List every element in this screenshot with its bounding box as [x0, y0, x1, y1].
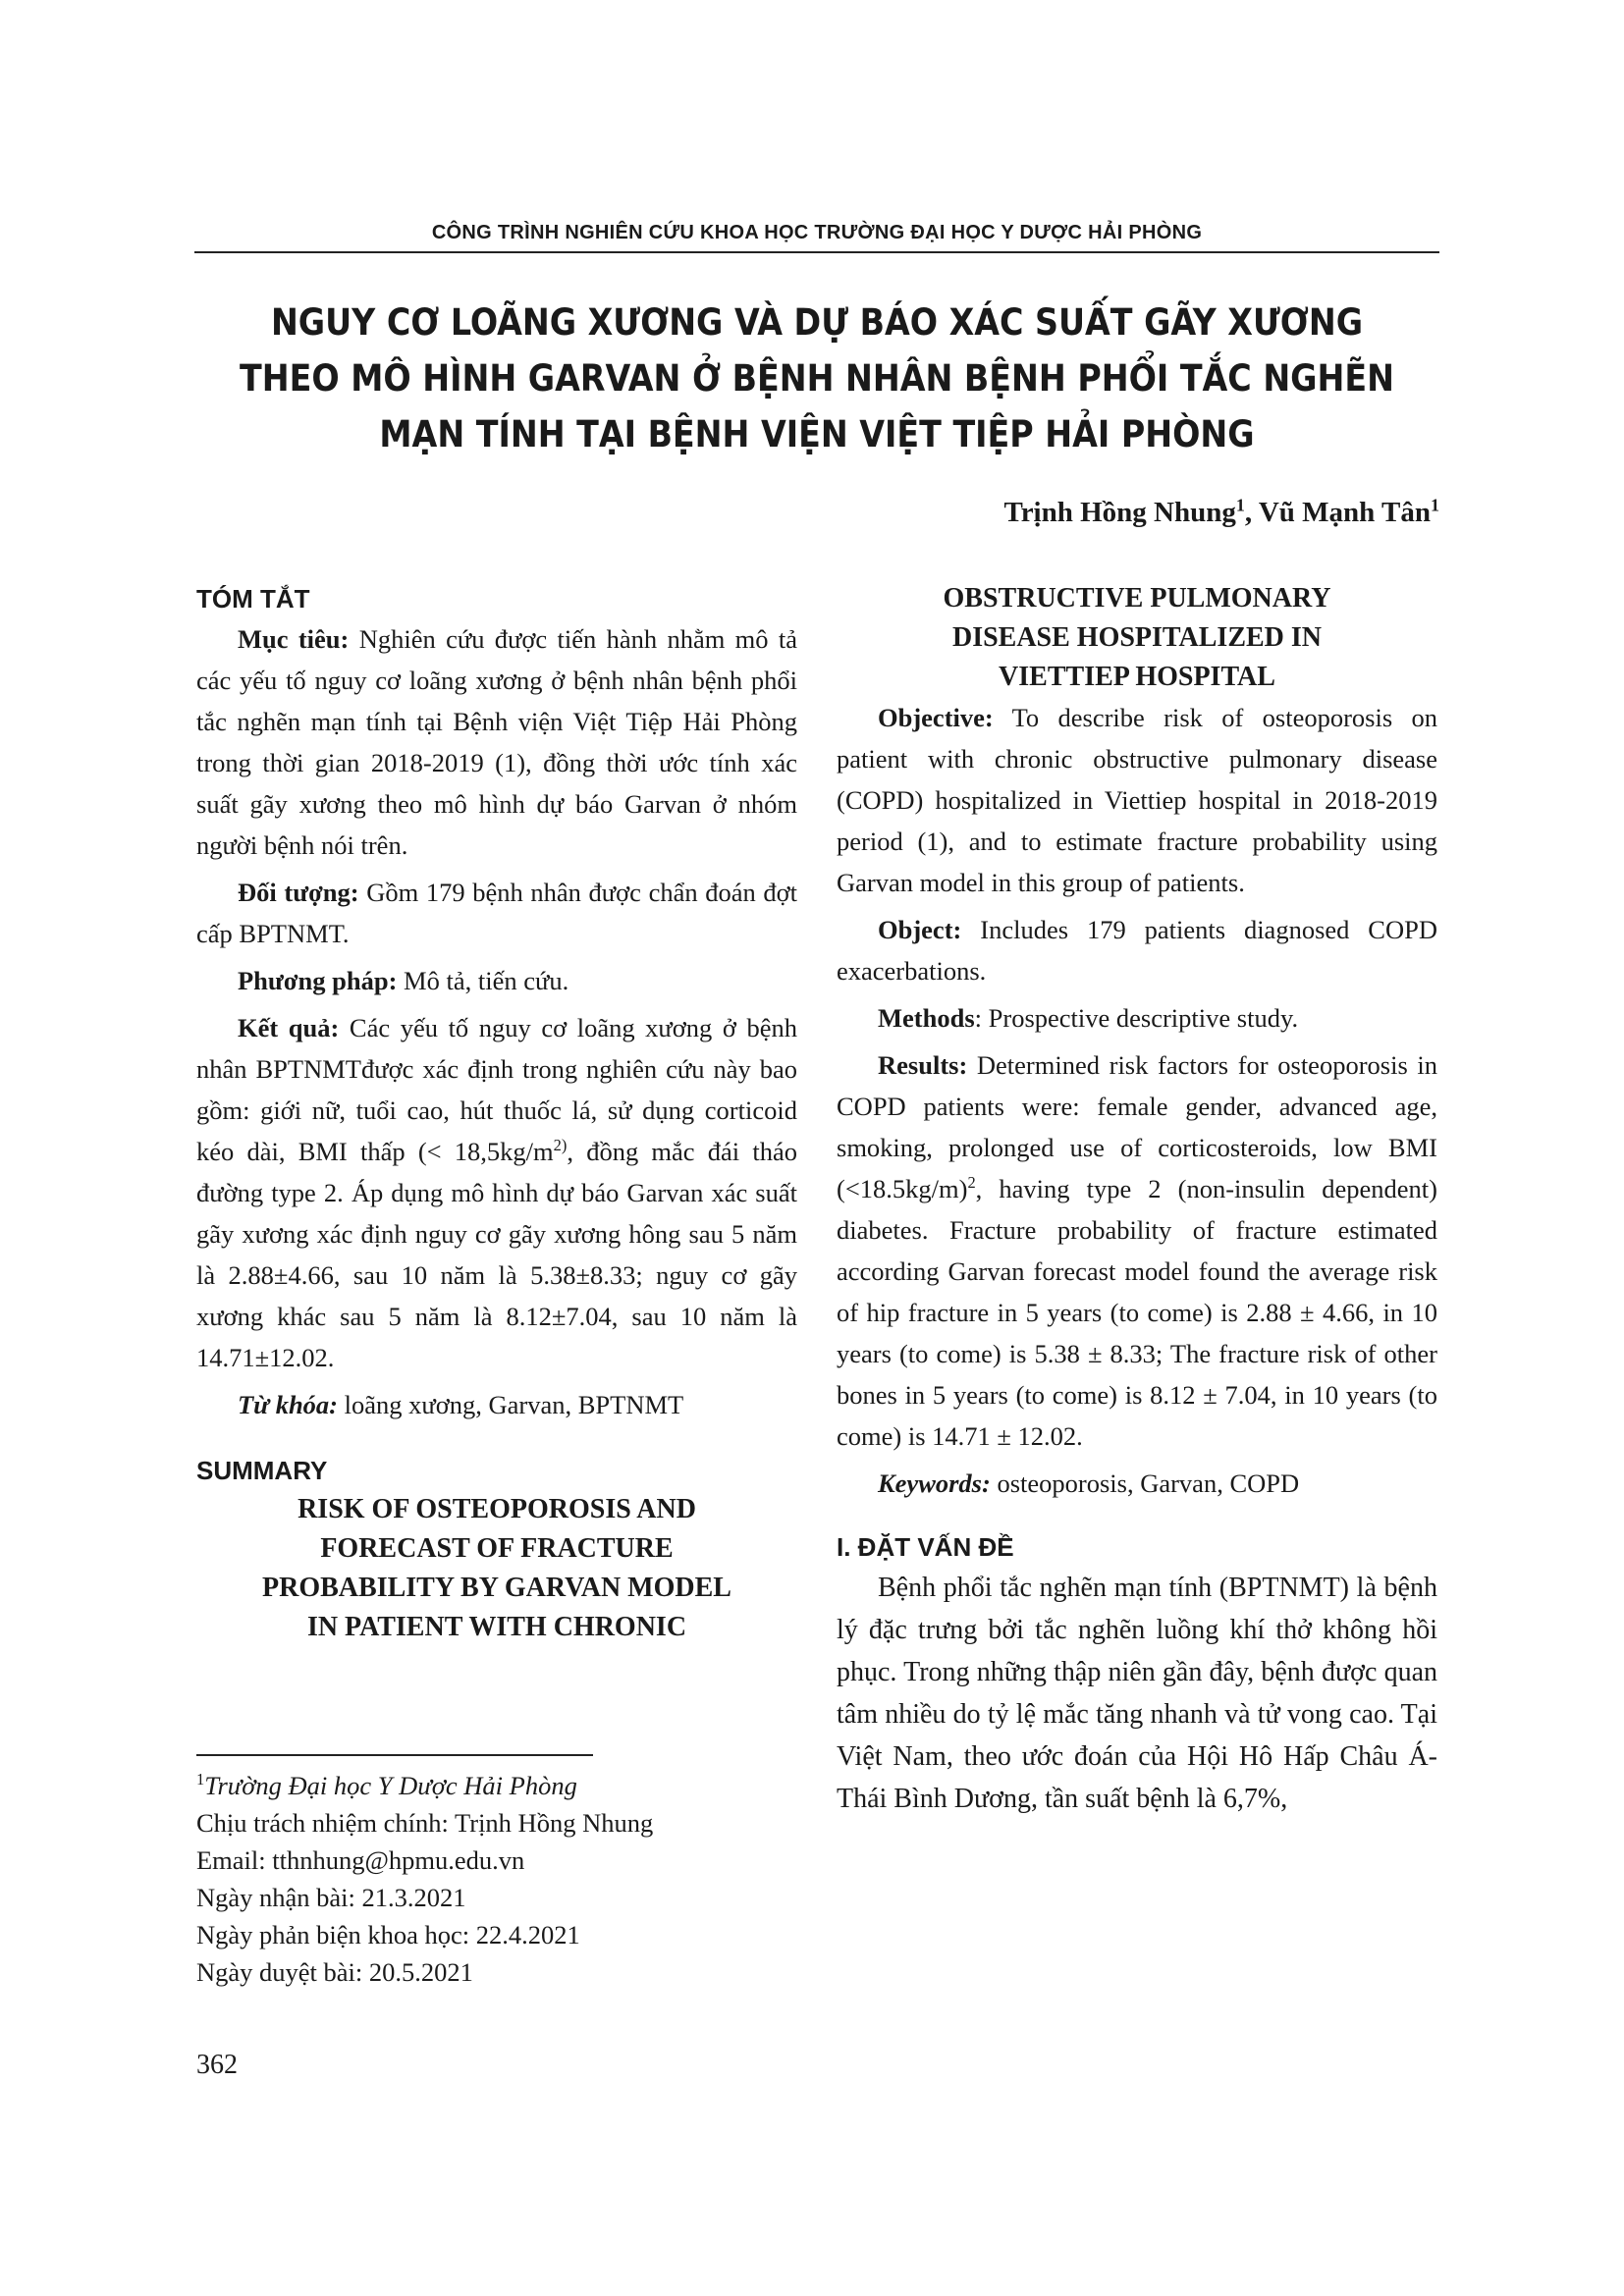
abstract-vi-objective	[196, 618, 797, 866]
text: Nghiên cứu được tiến hành nhằm mô tả các yếu tố nguy cơ loãng xương ở bệnh nhân bệnh phổi tắc nghẽn mạn tính tại Bệnh viện Việt Tiệp Hải Phòng trong thời gian 2018-2019 (1), đồng thời ước tính xác suất gãy xương theo mô hình dự báo Garvan ở nhóm người bệnh nói trên.	[196, 624, 797, 860]
label: Từ khóa:	[238, 1390, 339, 1419]
abstract-vi-results	[196, 1007, 797, 1378]
footnote-received: Ngày nhận bài: 21.3.2021	[196, 1883, 466, 1912]
abstract-en-keywords	[837, 1463, 1437, 1504]
text: , đồng mắc đái tháo đường type 2. Áp dụng mô hình dự báo Garvan xác suất gãy xương xác định nguy cơ gãy xương hông sau 5 năm là 2.88±4.66, sau 10 năm là 5.38±8.33; nguy cơ gãy xương khác sau 5 năm là 8.12±7.04, sau 10 năm là 14.71±12.02.	[196, 1137, 797, 1372]
en-title-line: PROBABILITY BY GARVAN MODEL	[262, 1573, 731, 1603]
abstract-en-results	[837, 1044, 1437, 1457]
abstract-vi-subjects	[196, 872, 797, 954]
label: Results:	[878, 1050, 968, 1080]
label: Objective:	[878, 703, 994, 732]
title-line: THEO MÔ HÌNH GARVAN Ở BỆNH NHÂN BỆNH PHỔI TẮC NGHẼN	[240, 357, 1394, 400]
en-title-line: DISEASE HOSPITALIZED IN	[951, 622, 1323, 653]
label: Object:	[878, 915, 962, 944]
superscript: 2)	[553, 1136, 568, 1155]
footnote-corresponding: Chịu trách nhiệm chính: Trịnh Hồng Nhung	[196, 1808, 654, 1838]
header-rule	[194, 251, 1439, 253]
label: Methods	[878, 1003, 975, 1033]
abstract-vi-keywords	[196, 1384, 797, 1425]
text: : Prospective descriptive study.	[974, 1003, 1299, 1033]
author-name: Trịnh Hồng Nhung	[1003, 497, 1236, 528]
text: osteoporosis, Garvan, COPD	[990, 1468, 1300, 1498]
en-title-line: OBSTRUCTIVE PULMONARY	[943, 583, 1331, 614]
text: Gồm 179 bệnh nhân được chẩn đoán đợt cấp BPTNMT.	[196, 878, 798, 948]
footnote-accepted: Ngày duyệt bài: 20.5.2021	[196, 1957, 473, 1987]
title-line: NGUY CƠ LOÃNG XƯƠNG VÀ DỰ BÁO XÁC SUẤT GÃY XƯƠNG	[270, 301, 1364, 344]
text: , having type 2 (non-insulin dependent) diabetes. Fracture probability of fracture estimated according Garvan forecast model found the average risk of hip fracture in 5 years (to come) is 2.88 ± 4.66, in 10 years (to come) is 5.38 ± 8.33; The fracture risk of other bones in 5 years (to come) is 8.12 ± 7.04, in 10 years (to come) is 14.71 ± 12.02.	[837, 1174, 1437, 1451]
abstract-vi-methods	[196, 960, 797, 1001]
footnote-affiliation	[196, 1767, 797, 1804]
abstract-en-heading: SUMMARY	[196, 1456, 328, 1485]
label: Mục tiêu:	[238, 624, 350, 654]
intro-heading: I. ĐẶT VẤN ĐỀ	[837, 1532, 1014, 1562]
abstract-vi-heading: TÓM TẮT	[196, 584, 310, 614]
en-title-line: IN PATIENT WITH CHRONIC	[306, 1612, 687, 1642]
footnote-rule	[196, 1754, 593, 1756]
author-name: Vũ Mạnh Tân	[1258, 497, 1432, 528]
text: Includes 179 patients diagnosed COPD exacerbations.	[837, 915, 1437, 986]
footnote-email: Email: tthnhung@hpmu.edu.vn	[196, 1845, 525, 1875]
abstract-en-object	[837, 909, 1437, 991]
right-column	[837, 579, 1437, 1820]
affiliation-mark: 1	[196, 1770, 205, 1789]
paper-title	[194, 294, 1439, 462]
text: Determined risk factors for osteoporosis in COPD patients were: female gender, advanced age, smoking, prolonged use of corticosteroids, low BMI (<18.5kg/m)	[837, 1050, 1437, 1203]
abstract-en-methods	[837, 997, 1437, 1039]
author-separator: ,	[1244, 497, 1259, 528]
text: Các yếu tố nguy cơ loãng xương ở bệnh nhân BPTNMTđược xác định trong nghiên cứu này bao gồm: giới nữ, tuổi cao, hút thuốc lá, sử dụng corticoid kéo dài, BMI thấp (< 18,5kg/m	[196, 1013, 797, 1166]
footnotes	[196, 1767, 797, 1991]
abstract-en-objective	[837, 697, 1437, 903]
label: Kết quả:	[238, 1013, 340, 1042]
text: loãng xương, Garvan, BPTNMT	[338, 1390, 684, 1419]
text: Mô tả, tiến cứu.	[397, 966, 569, 995]
running-header: CÔNG TRÌNH NGHIÊN CỨU KHOA HỌC TRƯỜNG ĐẠI HỌC Y DƯỢC HẢI PHÒNG	[431, 222, 1203, 243]
author-list	[1004, 497, 1440, 529]
left-column	[196, 579, 797, 1647]
en-title-line: VIETTIEP HOSPITAL	[999, 662, 1275, 692]
en-title-line: FORECAST OF FRACTURE	[320, 1533, 674, 1564]
page-number: 362	[196, 2050, 238, 2080]
author-affiliation: 1	[1235, 495, 1245, 515]
label: Đối tượng:	[238, 878, 359, 907]
text: To describe risk of osteoporosis on patient with chronic obstructive pulmonary disease (COPD) hospitalized in Viettiep hospital in 2018-2019 period (1), and to estimate fracture probability using Garvan model in this group of patients.	[837, 703, 1437, 897]
label: Keywords:	[878, 1468, 991, 1498]
title-line: MẠN TÍNH TẠI BỆNH VIỆN VIỆT TIỆP HẢI PHÒNG	[379, 413, 1255, 455]
superscript: 2	[967, 1173, 976, 1193]
affiliation-text: Trường Đại học Y Dược Hải Phòng	[204, 1771, 577, 1800]
footnote-reviewed: Ngày phản biện khoa học: 22.4.2021	[196, 1920, 580, 1949]
label: Phương pháp:	[238, 966, 398, 995]
intro-paragraph: Bệnh phổi tắc nghẽn mạn tính (BPTNMT) là bệnh lý đặc trưng bởi tắc nghẽn luồng khí thở không hồi phục. Trong những thập niên gần đây, bệnh được quan tâm nhiều do tỷ lệ mắc tăng nhanh và tử vong cao. Tại Việt Nam, theo ước đoán của Hội Hô Hấp Châu Á-Thái Bình Dương, tần suất bệnh là 6,7%,	[837, 1573, 1437, 1814]
author-affiliation: 1	[1431, 495, 1439, 515]
en-title-line: RISK OF OSTEOPOROSIS AND	[298, 1494, 696, 1524]
